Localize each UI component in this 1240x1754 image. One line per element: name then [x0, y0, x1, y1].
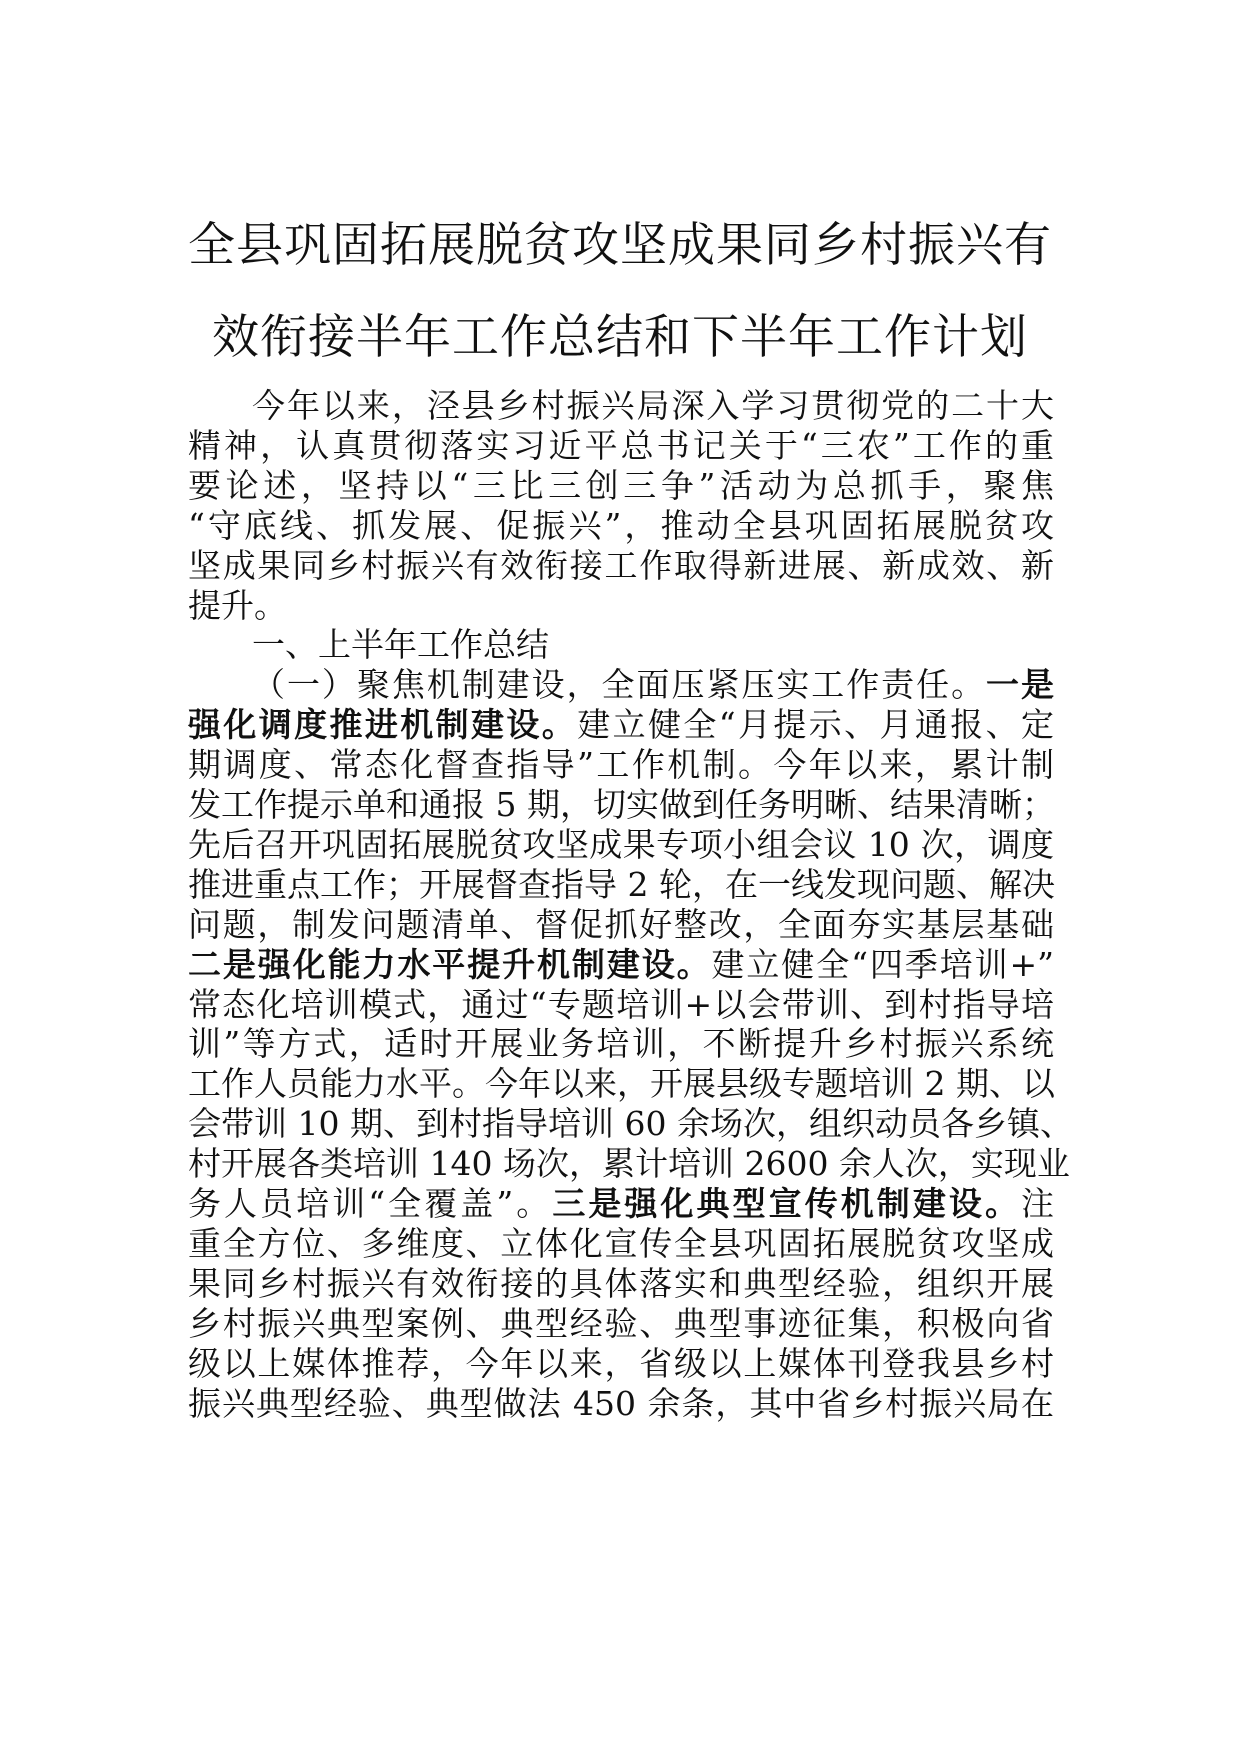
bold-point-2: 二是强化能力水平提升机制建设。 [188, 944, 712, 984]
body-line: 期调度、常态化督查指导”工作机制。今年以来，累计制 [188, 745, 1054, 785]
body-line: 先后召开巩固拓展脱贫攻坚成果专项小组会议 10 次，调度 [188, 824, 1054, 864]
body-line: 工作人员能力水平。今年以来，开展县级专题培训 2 期、以 [188, 1064, 1055, 1104]
bold-point-1-lead: 一是 [986, 665, 1055, 705]
body-line: 果同乡村振兴有效衔接的具体落实和典型经验，组织开展 [188, 1263, 1054, 1303]
section-heading: 一、上半年工作总结 [252, 625, 549, 665]
intro-line: 今年以来，泾县乡村振兴局深入学习贯彻党的二十大 [252, 386, 1054, 425]
body-text: 建立健全“月提示、月通报、定 [577, 705, 1055, 745]
intro-line: 要论述，坚持以“三比三创三争”活动为总抓手，聚焦 [188, 465, 1054, 505]
bold-point-3: 三是强化典型宣传机制建设。 [552, 1184, 1022, 1223]
document-title-line-1: 全县巩固拓展脱贫攻坚成果同乡村振兴有 [188, 218, 1052, 273]
intro-line: 提升。 [188, 585, 287, 625]
body-text: 务人员培训“全覆盖”。 [188, 1184, 553, 1223]
intro-line: “守底线、抓发展、促振兴”，推动全县巩固拓展脱贫攻 [188, 505, 1054, 545]
body-line: 常态化培训模式，通过“专题培训+以会带训、到村指导培 [188, 984, 1054, 1024]
body-line: 推进重点工作；开展督查指导 2 轮，在一线发现问题、解决 [188, 864, 1055, 904]
body-line: 乡村振兴典型案例、典型经验、典型事迹征集，积极向省 [188, 1303, 1054, 1343]
body-text: 注 [1021, 1184, 1055, 1223]
body-line: 训”等方式，适时开展业务培训，不断提升乡村振兴系统 [188, 1024, 1054, 1064]
body-line: 重全方位、多维度、立体化宣传全县巩固拓展脱贫攻坚成 [188, 1223, 1054, 1263]
intro-line: 坚成果同乡村振兴有效衔接工作取得新进展、新成效、新 [188, 545, 1054, 585]
body-text: 建立健全“四季培训+” [711, 944, 1054, 984]
body-line: 振兴典型经验、典型做法 450 余条，其中省乡村振兴局在 [188, 1383, 1054, 1423]
body-line: 级以上媒体推荐，今年以来，省级以上媒体刊登我县乡村 [188, 1343, 1054, 1383]
body-line: 发工作提示单和通报 5 期，切实做到任务明晰、结果清晰； [188, 785, 1055, 824]
body-line: 会带训 10 期、到村指导培训 60 余场次，组织动员各乡镇、 [188, 1104, 1073, 1144]
bold-point-1: 强化调度推进机制建设。 [188, 705, 578, 745]
body-line: 问题，制发问题清单、督促抓好整改，全面夯实基层基础 [188, 904, 1054, 944]
intro-line: 精神，认真贯彻落实习近平总书记关于“三农”工作的重 [188, 425, 1054, 465]
sub-heading: （一）聚焦机制建设，全面压紧压实工作责任。 [252, 665, 987, 705]
body-line: 村开展各类培训 140 场次，累计培训 2600 余人次，实现业 [188, 1144, 1070, 1184]
document-title-line-2: 效衔接半年工作总结和下半年工作计划 [212, 310, 1028, 365]
